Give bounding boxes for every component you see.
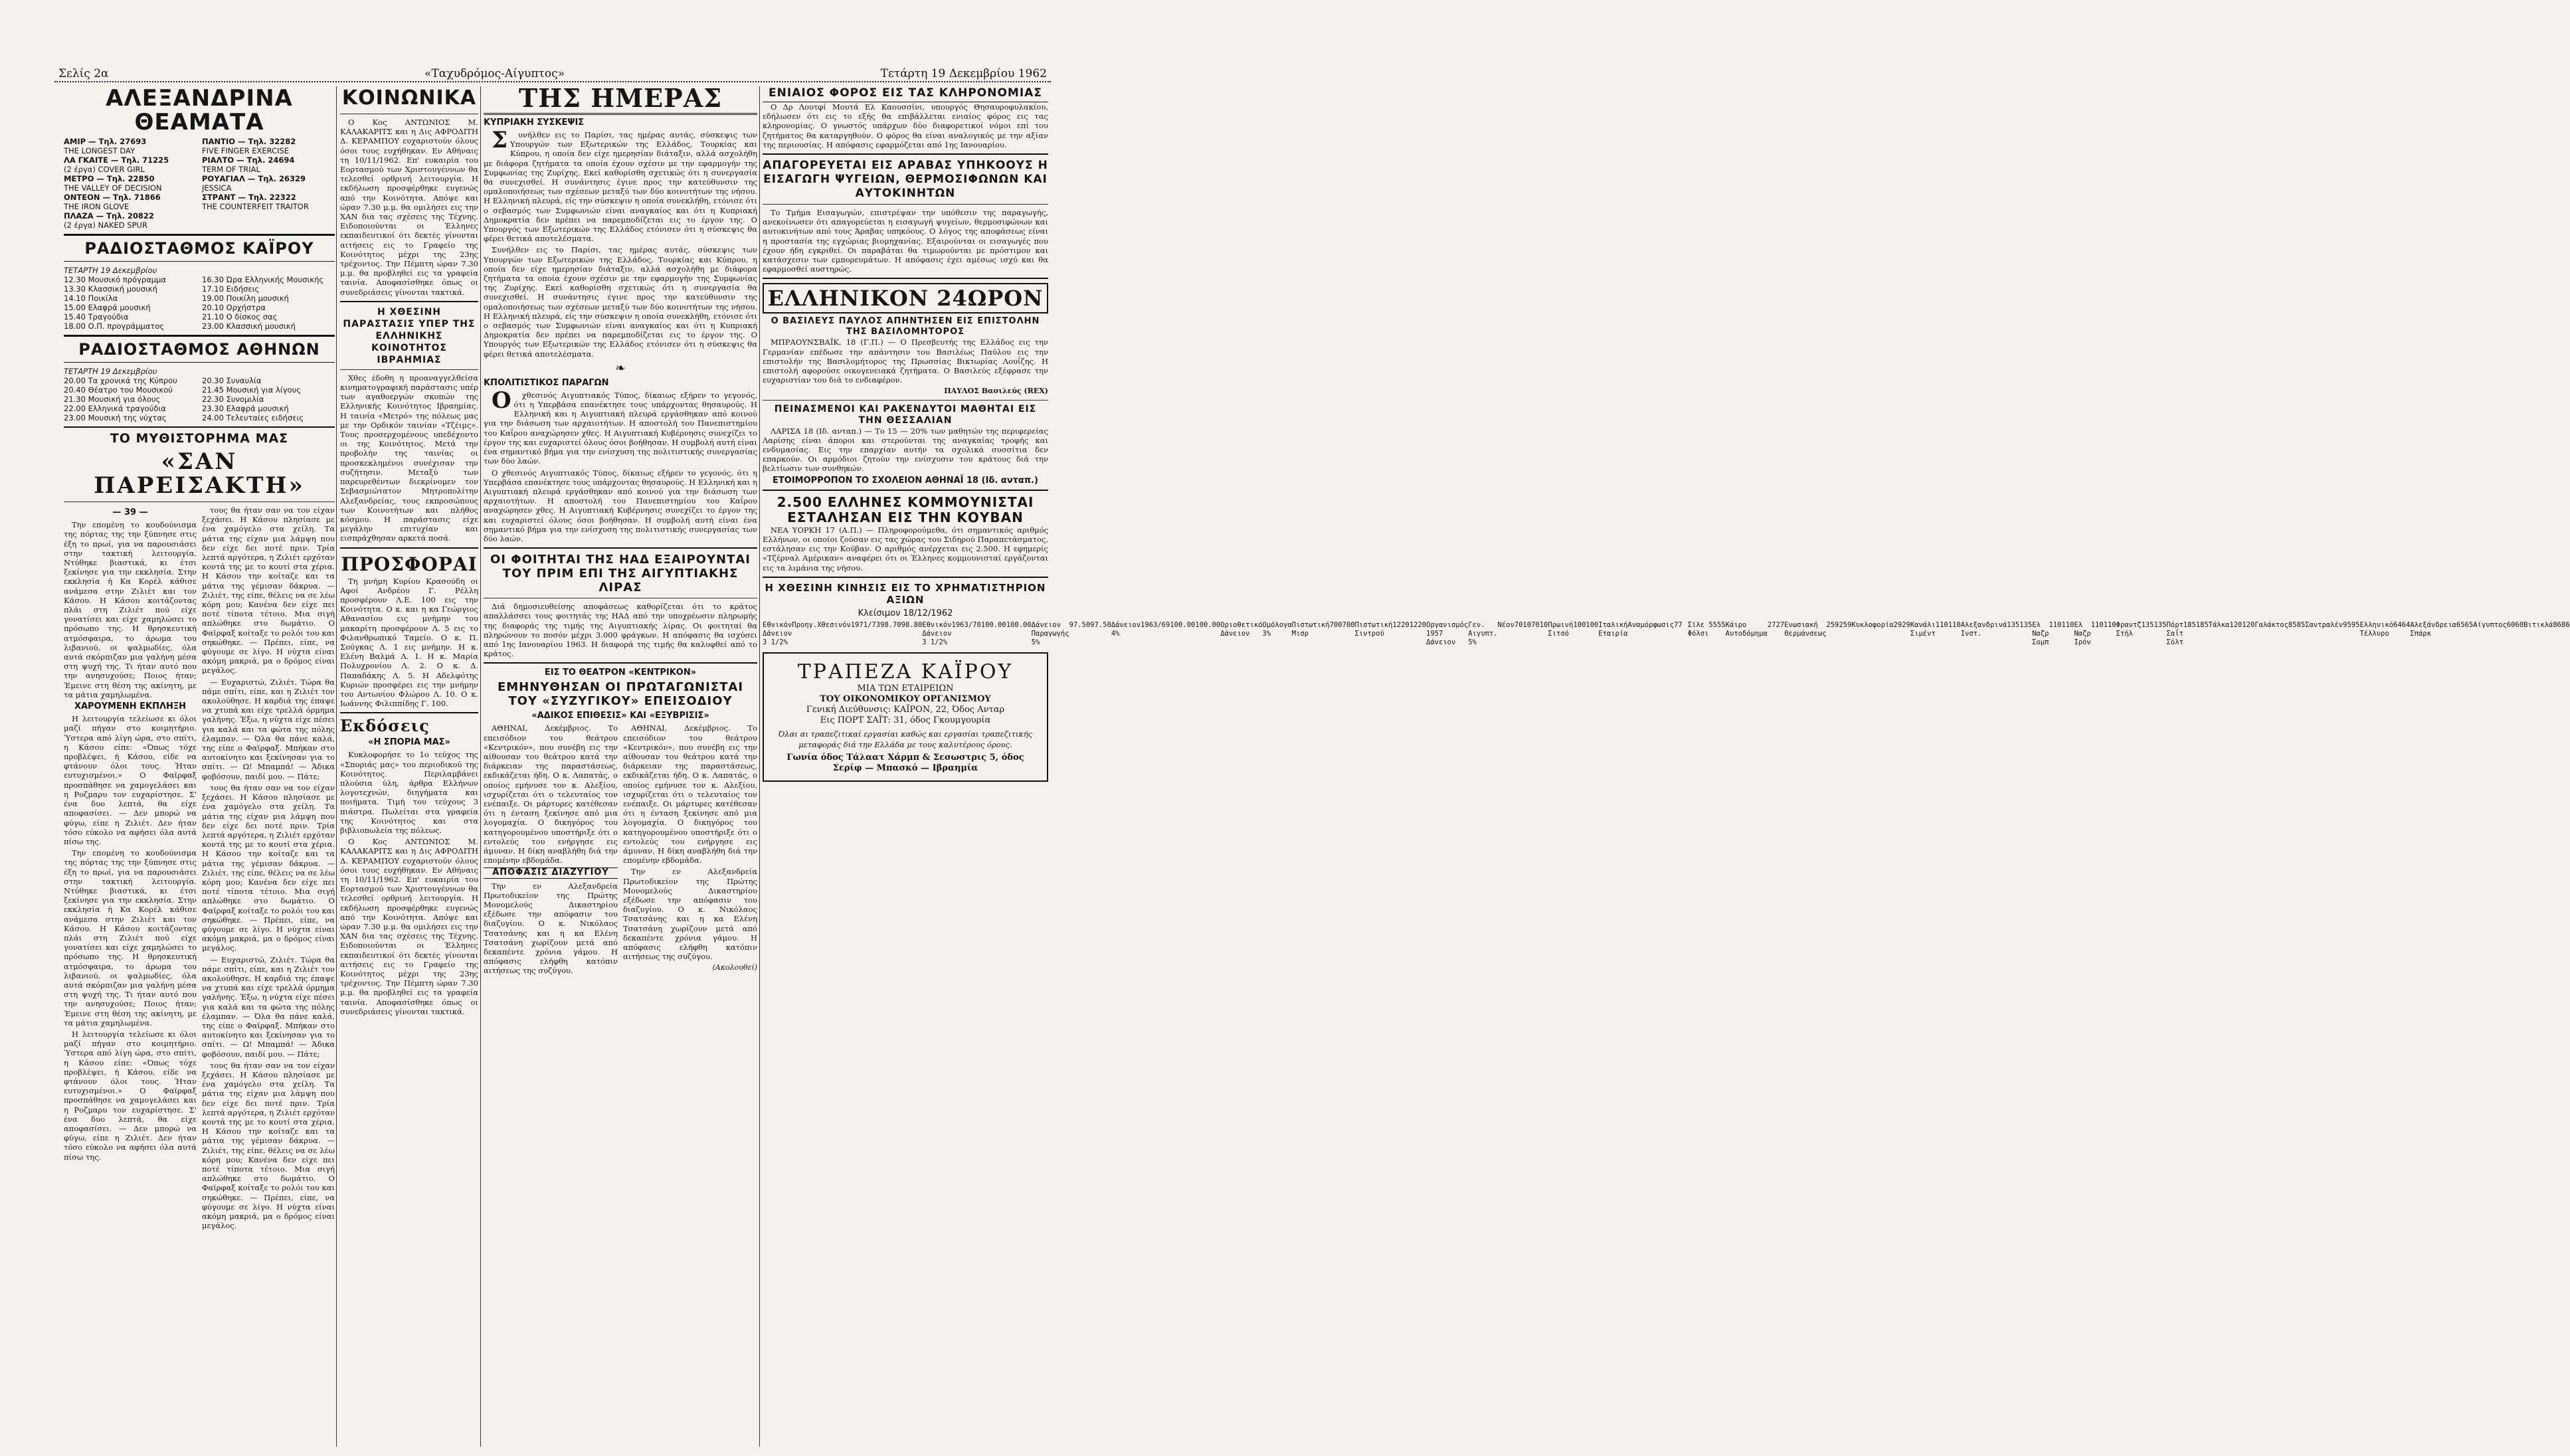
stock-price: 7: [1678, 620, 1683, 629]
news-heading: ΤΗΣ ΗΜΕΡΑΣ: [484, 86, 757, 115]
stock-price: 85: [2288, 620, 2297, 629]
stock-row: [2074, 621, 2116, 647]
stock-price: 1220: [1392, 620, 1410, 629]
radio-line: 24.00 Τελευταίες ειδήσεις: [202, 413, 304, 422]
ornament-glyph: ❧: [615, 361, 626, 375]
bank-title: ΤΡΑΠΕΖΑ ΚΑΪΡΟΥ: [797, 660, 1014, 683]
bank-advertisement: [763, 652, 1048, 782]
section-rule: [340, 301, 478, 302]
column-economy: [763, 86, 2570, 1447]
stock-row: [1688, 621, 1726, 647]
stock-price: 86: [2553, 620, 2561, 629]
stock-row: [2167, 621, 2209, 647]
section-rule: [64, 426, 335, 428]
radio-line: 21.45 Μουσική για λίγους: [202, 385, 301, 395]
theatre-body: [484, 723, 757, 977]
students-body: [484, 602, 757, 658]
yesterday-body: [340, 373, 478, 543]
radio-line: 18.00 Ο.Π. προγράμματος: [64, 321, 165, 331]
stock-name: Οργανισμός 1957 Δάνειον: [1426, 620, 1469, 646]
stock-name: Φραντζ Στήλ: [2116, 620, 2142, 638]
serial-paragraph: τους θα ήταν σαν να τον είχαν ξεχάσει. Η Κάσου πλησίασε με ένα χαμόγελο στα χείλη. Τα μάτια της είχαν μια λάμψη που δεν είχε δει ποτέ πριν. Τρία λεπτά αργότερα, η Ζιλιέτ ερχόταν κοντά της με το κουτί στα χέρια. Η Κάσου την κοίταζε και τα μάτια της γέμισαν δάκρυα. — Ζιλιέτ, της είπε, θέλεις να σε λέω κόρη μου; Κανένα δεν είχε πει ποτέ τίποτα τέτοιο. Μια σιγή απλώθηκε στο δωμάτιο. Ο Φαϊρφαξ κοίταξε το ρολόι του και σηκώθηκε. — Πρέπει, είπε, να φύγουμε σε λίγο. Η νύχτα είναι ακόμη μακριά, μα ο δρόμος είναι μεγάλος.: [202, 1060, 335, 1231]
stock-name: Οριοθετικό Δάνειον: [1220, 620, 1263, 638]
stock-price: 185: [2195, 620, 2209, 629]
cinema-line: THE VALLEY OF DECISION: [64, 183, 162, 193]
section-rule: [484, 547, 757, 549]
stock-price: 85: [2296, 620, 2306, 629]
stock-price: 110: [2049, 620, 2062, 629]
publications-paragraph: Ο Κος ΑΝΤΩΝΙΟΣ Μ. ΚΑΛΑΚΑΡΙΤΣ και η Δις ΑΦΡΟΔΙΤΗ Δ. ΚΕΡΑΜΠΟΥ ευχαριστούν όλους όσοι τους ευχήθηκαν. Εν Αθήναις τη 10/11/1962. Επ' ευκαιρία του Εορτασμού των Χριστουγέννων θα τελεσθεί ορθρινή λειτουργία. Η εκδήλωση προσφέρθηκε ευγενώς από την Κοινότητα. Απόψε και ώραν 7.30 μ.μ. θα ομιλήσει εις την ΧΑΝ δια τας σχέσεις της Τέχνης. Ειδοποιούνται οι Έλληνες εκπαιδευτικοί ότι δεκτές γίνονται αιτήσεις εις το Γραφείο της Κοινότητος μέχρι της 23ης τρέχοντος. Την Πέμπτη ώραν 7.30 μ.μ. θα προβληθεί εις τα γραφεία ταινία. Αποφασίσθηκε όπως οι συνεδριάσεις γίνονται τακτικά.: [340, 837, 478, 1016]
stock-price: 259: [1826, 620, 1839, 629]
stock-row: [1910, 621, 1961, 647]
column-entertainment: [64, 86, 335, 1447]
hungry-students-heading: ΠΕΙΝΑΣΜΕΝΟΙ ΚΑΙ ΡΑΚΕΝΔΥΤΟΙ ΜΑΘΗΤΑΙ ΕΙΣ ΤΗΝ ΘΕΣΣΑΛΙΑΝ: [774, 403, 1037, 426]
offers-body: [340, 577, 478, 709]
stock-row: [2410, 621, 2473, 647]
stock-row: [1292, 621, 1355, 647]
stock-price: 100: [1586, 620, 1599, 629]
stock-row: [1468, 621, 1497, 647]
inherit-paragraph: Ο Δρ Λουτφί Μουτά Ελ Καουσσίνι, υπουργός Θησαυροφυλακίου, εδήλωσεν ότι εις το εξής θα επιβάλλεται ενιαίος φόρος εις τας κληρονομίας. Ο γνωστός υπάρχων δύο διαφορετικοί νόμοι επί του ζητήματος θα καταργηθούν. Ο φόρος θα είναι αναλογικός με την αξίαν της περιουσίας. Η απόφασις εφαρμόζεται από 1ης Ιανουαρίου.: [763, 102, 1048, 149]
stock-name: Κάιρο Αυτοδόμημα: [1725, 620, 1768, 638]
stock-price: 29: [1893, 620, 1902, 629]
stock-price: 95: [2351, 620, 2360, 629]
culture-body: [484, 387, 757, 543]
stock-price: 135: [2154, 620, 2167, 629]
stock-row: [1220, 621, 1262, 647]
stock-price: 110: [2061, 620, 2074, 629]
hungry-students-paragraph: ΛΑΡΙΣΑ 18 (Ιδ. ανταπ.) — Το 15 — 20% των μαθητών της περιφερείας Λαρίσης είναι άποροι και στερούνται της αναγκαίας τροφής και ενδυμασίας. Εις την επαρχίαν αυτήν τα σχολικά συσσίτια δεν επαρκούν. Οι αρμόδιοι ζητούν την ενίσχυσιν του κράτους διά την βελτίωσιν των συνθηκών.: [763, 426, 1048, 474]
radio-line: 16.30 Ώρα Ελληνικής Μουσικής: [202, 275, 324, 284]
stock-price: 259: [1839, 620, 1852, 629]
stock-price: 700: [1329, 620, 1342, 629]
stock-name: Βιτικλά: [2524, 620, 2553, 629]
communists-paragraph: ΝΕΑ ΥΟΡΚΗ 17 (Α.Π.) — Πληροφορούμεθα, ότι σημαντικός αριθμός Ελλήνων, οι οποίοι ζούσαν εις τας χώρας του Σιδηρού Παραπετάσματος, εστάλησαν εις την Κούβαν. Ο αριθμός ανέρχεται εις 2.500. Η εφημερίς «Τζέρναλ Αμέρικαν» αναφέρει ότι οι Έλληνες κομμουνισταί εργάζονται εις τα λιμάνια της νήσου.: [763, 525, 1048, 573]
stock-price: Προηγ.: [792, 620, 818, 629]
stock-name: 1971/73: [850, 620, 881, 629]
stock-price: 1220: [1409, 620, 1427, 629]
stock-name: Ελ Ναζρ Ιρόν: [2074, 620, 2091, 646]
stock-price: 65: [2456, 620, 2465, 629]
radio-line: 12.30 Μουσικό πρόγραμμα: [64, 275, 166, 284]
serial-paragraph: Η λειτουργία τελείωσε κι όλοι μαζί πήγαν στο κοιμητήριο. Ύστερα από λίγη ώρα, στο σπίτι, η Κάσου είπε: «Όπως τόχε προβλέψει, ή Κάσου, είδε να φτάνουν όλοι τους. Ήταν ευτυχισμένοι.» Ο Φαϊρφαξ προσπάθησε να χαμογελάσει και η Ροζμαρυ τον ευχαρίστησε. Σ' ένα δυο λεπτά, θα είχε αποφασίσει. — Δεν μπορώ να φύγω, είπε η Ζιλιέτ. Δεν ήταν τόσο εύκολο να αφήσει όλα αυτά πίσω της.: [64, 714, 197, 846]
social-body: [340, 118, 478, 297]
stock-row: [1262, 621, 1291, 647]
stock-row: [1961, 621, 2032, 647]
stock-name: Εθνικόν Δάνειον 3 1/2%: [922, 620, 952, 646]
stock-date: Κλείσιμον 18/12/1962: [858, 608, 953, 618]
students-heading: ΟΙ ΦΟΙΤΗΤΑΙ ΤΗΣ ΗΑΔ ΕΞΑΙΡΟΥΝΤΑΙ ΤΟΥ ΠΡΙΜ ΕΠΙ ΤΗΣ ΑΙΓΥΠΤΙΑΚΗΣ ΛΙΡΑΣ: [490, 553, 751, 595]
stock-price: 110: [2090, 620, 2104, 629]
stock-name: Πιστωτική Σιντρού: [1354, 620, 1393, 638]
stock-row: [2473, 621, 2524, 647]
publications-body: [340, 750, 478, 1016]
cyprus-body: [484, 127, 757, 359]
radio-cairo-schedule: [64, 275, 335, 331]
publications-heading: Εκδόσεις: [340, 716, 430, 736]
king-paragraph: ΜΠΡΑΟΥΝΣΒΑΪΚ, 18 (Γ.Π.) — Ο Πρεσβευτής της Ελλάδος εις την Γερμανίαν επέδωσε την απάντησιν του Βασιλέως Παύλου εις την επιστολήν της Βασιλομήτορος της Πρωσσίας Βικτωρίας Λουΐζης. Η επιστολή αφορούσε οικογενειακά ζητήματα. Ο Βασιλεύς εξέφρασε την ευχαριστίαν του διά το ενδιαφέρον.: [763, 337, 1048, 385]
stock-row: [2524, 621, 2570, 647]
stock-price: 110: [1935, 620, 1948, 629]
stock-row: [952, 621, 1032, 647]
culture-paragraph: Οχθεσινός Αιγυπτιακός Τύπος, δίκαιως εξήρεν το γεγονός, ότι η Υπερβάσα επανέκτησε τους υπάρχοντας θησαυρούς. Η Ελληνική και η Αιγυπτιακή πλευρά εργάσθηκαν από κοινού για την διάσωση των αρχαιοτήτων. Η αποστολή του Πανεπιστημίου του Καΐρου αναχώρησεν χθες. Η Αιγυπτιακή Κυβέρνησις συνεχίζει το έργον της και ευχαριστεί όλους όσοι βοήθησαν. Η συμβολή αυτή είναι ένα σημαντικό βήμα για την ενίσχυση της πολιτιστικής συνεργασίας των δύο λαών.: [484, 387, 757, 466]
stock-row: [922, 621, 951, 647]
section-rule: [763, 153, 1048, 155]
stock-name: 1963/69: [1141, 620, 1170, 629]
school-subhead: ΕΤΟΙΜΟΡΡΟΠΟΝ ΤΟ ΣΧΟΛΕΙΟΝ ΑΘΗΝΑΪ 18 (Ιδ. ανταπ.): [773, 475, 1038, 486]
stock-row: [2254, 621, 2305, 647]
radio-line: 13.30 Κλασσική μουσική: [64, 284, 157, 294]
import-paragraph: Το Τμήμα Εισαγωγών, επιστρέψαν την υπόθεσιν της παραγωγής, ανεκοίνωσεν ότι απαγορεύεται η εισαγωγή ψυγείων, θερμοσιφώνων και αυτοκινήτων από τους Άραβας υπηκόους. Ο λόγος της αποφάσεως είναι η προστασία της εγχώριας βιομηχανίας. Εξαιρούνται οι εισαγωγές που έχουν ήδη εγκριθεί. Οι παραβάται θα τιμωρούνται με πρόστιμον και κατάσχεσιν των εμπορευμάτων. Η απόφασις έχει αμέσως ισχύ και θα εφαρμοσθεί αυστηρώς.: [763, 208, 1048, 274]
stock-price: 7010: [1531, 620, 1548, 629]
page-header: [54, 66, 1051, 82]
radio-line: 15.40 Τραγούδια: [64, 312, 129, 321]
stock-price: 65: [2464, 620, 2474, 629]
radio-line: 15.00 Ελαφρά μουσική: [64, 303, 151, 312]
offers-paragraph: Τη μνήμη Κυρίου Κρασούδη οι Αφοί Ανδρέου Γ. Ρέλλη προσφέρουν Λ.Ε. 100 εις την Κοινότητα. Ο κ. και η κα Γεώργιος Αθανασίου εις μνήμην του μακαρίτη προσφέρουν Λ. 5 εις το Φιλανθρωπικό Ταμείο. Ο κ. Π. Σούγκας Λ. 1 εις μνήμην. Η κ. Ελένη Βαλμά Λ. 1. Η κ. Μαρία Πολυχρονίου Λ. 2. Ο κ. Δ. Παπαδάκης Λ. 5. Η Αδελφότης Κυριών προσφέρει εις την μνήμην του Αντωνίου Φλώρου Λ. 10. Ο κ. Ιωάννης Φιλιππίδης Γ. 100.: [340, 576, 478, 709]
king-heading: Ο ΒΑΣΙΛΕΥΣ ΠΑΥΛΟΣ ΑΠΗΝΤΗΣΕΝ ΕΙΣ ΕΠΙΣΤΟΛΗΝ ΤΗΣ ΒΑΣΙΛΟΜΗΤΟΡΟΣ: [771, 316, 1040, 337]
cinema-line: THE COUNTERFEIT TRAITOR: [202, 202, 309, 211]
section-rule: [763, 400, 1048, 401]
serial-subhead: ΧΑΡΟΥΜΕΝΗ ΕΚΠΛΗΞΗ: [74, 701, 187, 712]
stock-price: 100.00: [1006, 620, 1032, 629]
stock-row: [1548, 621, 1598, 647]
stock-row: [763, 621, 851, 647]
radio-line: 21.10 Ο δίσκος σας: [202, 312, 278, 321]
stock-row: [2209, 621, 2255, 647]
hungry-students-body: [763, 426, 1048, 486]
inherit-heading: ΕΝΙΑΙΟΣ ΦΟΡΟΣ ΕΙΣ ΤΑΣ ΚΛΗΡΟΝΟΜΙΑΣ: [763, 86, 1048, 102]
stock-price: 64: [2401, 620, 2411, 629]
publications-subhead: «Η ΣΠΟΡΙΑ ΜΑΣ»: [368, 737, 450, 748]
stock-row: [2116, 621, 2167, 647]
radio-line: 19.00 Ποικίλη μουσική: [202, 294, 289, 303]
column-social: [340, 86, 478, 1447]
theatre-paragraph: ΑΘΗΝΑΙ, Δεκέμβριος. Το επεισόδιον του θεάτρου «Κεντρικόν», που συνέβη εις την αίθουσαν του θεάτρου κατά την διάρκειαν της παραστάσεως, εκδικάζεται ήδη. Ο κ. Λαπατάς, ο οποίος εμήνυσε τον κ. Αλεξίου, ισχυρίζεται ότι ο τελευταίος τον ενέπαιξε. Οι μάρτυρες κατέθεσαν ότι η ένταση ξεκίνησε από μια λογομαχία. Ο δικηγόρος του κατηγορουμένου υποστήριξε ότι ο εντολεύς του ενήργησε εις άμυναν. Η δίκη αναβλήθη διά την επομένην εβδομάδα.: [623, 723, 757, 865]
stock-row: [1141, 621, 1220, 647]
stock-name: Ελ Ναζρ Σομπ: [2032, 620, 2049, 646]
serial-paragraph: Την επομένη το κουδούνισμα της πόρτας της την ξύπνησε στις έξη το πρωί, για να παρουσιάσει στην τακτική λειτουργία. Ντύθηκε βιαστικά, κι έτσι ξεκίνησε για την εκκλησία. Στην εκκλησία ή Κα Κορέλ κάθισε ανάμεσα στην Ζιλιέτ και τον Κάσου. Η Κάσου κοιτάζοντας πλάι στη Ζιλιέτ πού είχε γονατίσει και είχε χαμηλώσει το πρόσωπο της. Η θρησκευτική ατμόσφαιρα, το άρωμα του λιβανιού, οι ψαλμωδίες, όλα αυτά σκόρπιζαν μια γαλήνη μέσα στη ψυχή της. Τι ήταν αυτό που την ανησυχούσε; Ποιος ήταν; Έμεινε στη θέση της ακίνητη, με τα μάτια χαμηλωμένα.: [64, 520, 197, 699]
stock-name: Ενωσιακή Θερμάνσεως: [1784, 620, 1827, 638]
section-rule: [340, 369, 478, 370]
radio-line: 22.30 Συνομιλία: [202, 395, 264, 404]
radio-line: 20.00 Τα χρονικά της Κύπρου: [64, 376, 177, 385]
radio-line: 23.30 Ελαφρά μουσική: [202, 404, 289, 413]
radio-line: 20.30 Συναυλία: [202, 376, 262, 385]
cinema-line: ΜΕΤΡΟ — Τηλ. 22850: [64, 174, 155, 183]
cinema-line: ΡΙΑΛΤΟ — Τηλ. 24694: [202, 155, 295, 165]
culture-kicker: ΚΠΟΛΙΤΙΣΤΙΚΟΣ ΠΑΡΑΓΩΝ: [484, 377, 609, 388]
cinema-line: (2 έργα) NAKED SPUR: [64, 221, 147, 230]
stock-price: 185: [2183, 620, 2196, 629]
radio-line: 20.40 Θέατρο του Μουσικού: [64, 385, 173, 395]
column-news: [484, 83, 757, 1447]
radio-line: 23.00 Μουσική της νύχτας: [64, 413, 167, 422]
column-divider: [480, 86, 481, 1447]
serial-paragraph: — Ευχαριστώ, Ζιλιέτ. Τώρα θα πάμε σπίτι, είπε, και η Ζιλιέτ τον ακολούθησε. Η καρδιά της έπαψε να χτυπά και είχε τρελλά όρμημα γαλήνης. Έξω, η νύχτα είχε πέσει για καλά και τα φώτα της πόλης έλαμπαν. — Όλα θα πάνε καλά, της είπε ο Φαϊρφαξ. Μπήκαν στο αυτοκίνητο και ξεκίνησαν για το σπίτι. — Ω! Μπαμπά! — Άδικα φοβόσουν, παιδί μου. — Πάτε;: [202, 677, 335, 781]
stock-row: [1598, 621, 1627, 647]
stock-heading: Η ΧΘΕΣΙΝΗ ΚΙΝΗΣΙΣ ΕΙΣ ΤΟ ΧΡΗΜΑΤΙΣΤΗΡΙΟΝ ΑΞΙΩΝ: [765, 581, 1046, 606]
greek24-heading: ΕΛΛΗΝΙΚΟΝ 24ΩΡΟΝ: [763, 283, 1048, 314]
stock-price: 7: [1674, 620, 1679, 629]
section-rule: [763, 577, 1048, 578]
radio-line: 17.10 Ειδήσεις: [202, 284, 260, 294]
radio-athens-heading: ΡΑΔΙΟΣΤΑΘΜΟΣ ΑΘΗΝΩΝ: [64, 335, 335, 363]
serial-body: [64, 505, 335, 1232]
stock-name: Σαντραλέν: [2305, 620, 2343, 629]
stock-name: Πόρτ Σαΐτ Σόλτ: [2166, 620, 2183, 646]
radio-cairo-day: ΤΕΤΑΡΤΗ 19 Δεκεμβρίου: [64, 266, 157, 275]
issue-date: Τετάρτη 19 Δεκεμβρίου 1962: [877, 67, 1051, 80]
cinema-line: ΠΛΑΖΑ — Τηλ. 20822: [64, 211, 154, 221]
stock-row: [2032, 621, 2074, 647]
stock-name: Γαλάκτος: [2254, 620, 2288, 629]
cinema-line: ΡΟΥΑΓΙΑΛ — Τηλ. 26329: [202, 174, 306, 183]
stock-row: [1426, 621, 1468, 647]
stock-price: 27: [1776, 620, 1785, 629]
publications-paragraph: Κυκλοφορήσε το 1ο τεύχος της «Σποριάς μας» του περιοδικού της Κοινότητος. Περιλαμβάνει πλούσια ύλη, άρθρα Ελλήνων λογοτεχνών, διηγήματα και ποιήματα. Τιμή του τεύχους 3 πιάστρα. Πωλείται στα γραφεία της Κοινότητος και στα βιβλιοπωλεία της πόλεως.: [340, 750, 478, 835]
stock-price: 100.00: [980, 620, 1006, 629]
radio-line: 22.00 Ελληνικά τραγούδια: [64, 404, 166, 413]
stock-name: Σίλε Φόλσι: [1687, 620, 1709, 638]
radio-cairo-heading: ΡΑΔΙΟΣΤΑΘΜΟΣ ΚΑΪΡΟΥ: [64, 234, 335, 262]
stock-name: Αίγυπτος: [2473, 620, 2507, 629]
yesterday-heading: Η ΧΘΕΣΙΝΗ ΠΑΡΑΣΤΑΣΙΣ ΥΠΕΡ ΤΗΣ ΕΛΛΗΝΙΚΗΣ ΚΟΙΝΟΤΗΤΟΣ ΙΒΡΑΗΜΙΑΣ: [343, 306, 476, 365]
stock-row: [1726, 621, 1785, 647]
theatre-paragraph: Την εν Αλεξανδρεία Πρωτοδικείον της Πρώτης Μονομελούς Δικαστηρίου εξέδωσε την απόφασιν του διαζυγίου. Ο κ. Νικόλαος Τσατσάνης και η κα Ελένη Τσατσάνη χωρίζουν μετά από δεκαπέντε χρόνια γάμου. Η απόφασις ελήφθη κατόπιν αιτήσεως της συζύγου.: [623, 867, 757, 962]
stock-price: 97.50: [1090, 620, 1111, 629]
inherit-body: [763, 102, 1048, 149]
yesterday-paragraph: Χθες έδοθη η προαναγγελθείσα κινηματογραφική παράστασις υπέρ των αγαθοεργών σκοπών της Ελληνικής Κοινότητος Ιβραημίας. Η ταινία «Μετρό» της πόλεως μας με την Ορδικόν ταινίαν «Τζέιμς». Τους προσερχομένους υπεδέχοντο οι της Κοινότητος. Μετά την προβολήν της ταινίας οι προσκεκλημένοι συνέχισαν την συζήτησιν. Μεταξύ των παρευρεθέντων διεκρίνομεν τον Σεβασμιώτατον Μητροπολίτην Αλεξανδρείας, τους εκπροσώπους των Κοινοτήτων και πλήθος κόσμου. Η παράστασις είχε μεγάλην επιτυχίαν και εισπράχθησαν αρκετά ποσά.: [340, 373, 478, 543]
stock-row: [2305, 621, 2359, 647]
cinema-line: FIVE FINGER EXERCISE: [202, 146, 290, 155]
theatre-subhead: «ΑΔΙΚΟΣ ΕΠΙΘΕΣΙΣ» ΚΑΙ «ΕΞΥΒΡΙΣΙΣ»: [531, 711, 709, 721]
stock-price: 29: [1902, 620, 1910, 629]
stock-name: Δάνειον 4%: [1111, 620, 1141, 638]
cyprus-paragraph: Συνήλθεν εις το Παρίσι, τας ημέρας αυτάς, σύσκεψις των Υπουργών των Εξωτερικών της Ελλάδος, Τουρκίας και Κύπρου, η οποία δεν είχε ημερησίαν διάταξιν, αλλά ασχολήθη με διάφορα ζητήματα τα οποία έχουν σχέσιν με την εφαρμογήν της Συμφωνίας της Ζυρίχης. Εκεί καθορίσθη σχετικώς ότι η συνεργασία θα συνεχισθεί. Η συνάντησις έγινε προς την κατεύθυνσιν της ομαλοποιήσεως των σχέσεων μεταξύ των δύο κοινοτήτων της νήσου. Η Ελληνική πλευρά, είς την σύσκεψιν η οποία συνεκλήθη, ετόνισε ότι ο σεβασμός των Συμφωνιών είναι αναγκαίος και ότι η Κυπριακή Δημοκρατία δεν πρέπει να παρεμποδίζεται εις το έργον της. Ο Υπουργός των Εξωτερικών της Ελλάδος ετόνισεν ότι η σύσκεψις θα φέρει θετικά αποτελέσματα.: [484, 127, 757, 244]
cinema-line: TERM OF TRIAL: [202, 165, 260, 174]
bank-line: Γενική Διεύθυνσις: ΚΑΪΡΟΝ, 22, Όδος Ανταρ: [806, 704, 1005, 715]
communists-body: [763, 525, 1048, 573]
section-rule: [340, 547, 478, 549]
divorce-heading: ΑΠΟΦΑΣΙΣ ΔΙΑΖΥΓΙΟΥ: [484, 867, 618, 878]
stock-price: 27: [1767, 620, 1776, 629]
stock-price: 110: [1948, 620, 1961, 629]
section-rule: [64, 501, 335, 502]
stock-price: 55: [1716, 620, 1726, 629]
stock-name: Πιστωτική Μισρ: [1291, 620, 1330, 638]
stock-price: 95: [2343, 620, 2351, 629]
stock-row: [1497, 621, 1548, 647]
stock-row: [2359, 621, 2410, 647]
serial-paragraph: τους θα ήταν σαν να τον είχαν ξεχάσει. Η Κάσου πλησίασε με ένα χαμόγελο στα χείλη. Τα μάτια της είχαν μια λάμψη που δεν είχε δει ποτέ πριν. Τρία λεπτά αργότερα, η Ζιλιέτ ερχόταν κοντά της με το κουτί στα χέρια. Η Κάσου την κοίταζε και τα μάτια της γέμισαν δάκρυα. — Ζιλιέτ, της είπε, θέλεις να σε λέω κόρη μου; Κανένα δεν είχε πει ποτέ τίποτα τέτοιο. Μια σιγή απλώθηκε στο δωμάτιο. Ο Φαϊρφαξ κοίταξε το ρολόι του και σηκώθηκε. — Πρέπει, είπε, να φύγουμε σε λίγο. Η νύχτα είναι ακόμη μακριά, μα ο δρόμος είναι μεγάλος.: [202, 782, 335, 953]
stock-price: 100: [1573, 620, 1586, 629]
serial-kicker: ΤΟ ΜΥΘΙΣΤΟΡΗΜΑ ΜΑΣ: [110, 431, 289, 446]
stock-price: 100.00: [1195, 620, 1221, 629]
stock-row: [851, 621, 922, 647]
stock-price: 97.50: [1069, 620, 1091, 629]
stock-name: Κανάλι Σιμέντ: [1910, 620, 1936, 638]
stock-row: [1032, 621, 1111, 647]
stock-table: [763, 620, 2570, 647]
stock-price: 135: [2141, 620, 2154, 629]
column-divider: [336, 86, 337, 1447]
king-body: [763, 337, 1048, 396]
stock-name: Αναμόρφωσις: [1627, 620, 1675, 629]
stock-name: Εθνικόν Δάνειον 3 1/2%: [763, 620, 792, 646]
section-rule: [763, 204, 1048, 205]
divorce-paragraph: Την εν Αλεξανδρεία Πρωτοδικείον της Πρώτης Μονομελούς Δικαστηρίου εξέδωσε την απόφασιν του διαζυγίου. Ο κ. Νικόλαος Τσατσάνης και η κα Ελένη Τσατσάνη χωρίζουν μετά από δεκαπέντε χρόνια γάμου. Η απόφασις ελήφθη κατόπιν αιτήσεως της συζύγου.: [484, 881, 618, 976]
section-rule: [340, 712, 478, 713]
cinema-line: ΟΝΤΕΟΝ — Τηλ. 71866: [64, 193, 161, 202]
stock-row: [1784, 621, 1851, 647]
page-number: Σελίς 2α: [54, 67, 113, 80]
stock-price: 100.00: [1170, 620, 1196, 629]
stock-price: 135: [2019, 620, 2033, 629]
serial-title: «ΣΑΝ ΠΑΡΕΙΣΑΚΤΗ»: [94, 448, 305, 499]
stock-row: [1851, 621, 1910, 647]
stock-price: 120: [2242, 620, 2255, 629]
serial-paragraph: Η λειτουργία τελείωσε κι όλοι μαζί πήγαν στο κοιμητήριο. Ύστερα από λίγη ώρα, στο σπίτι, η Κάσου είπε: «Όπως τόχε προβλέψει, ή Κάσου, είδε να φτάνουν όλοι τους. Ήταν ευτυχισμένοι.» Ο Φαϊρφαξ προσπάθησε να χαμογελάσει και η Ροζμαρυ τον ευχαρίστησε. Σ' ένα δυο λεπτά, θα είχε αποφασίσει. — Δεν μπορώ να φύγω, είπε η Ζιλιέτ. Δεν ήταν τόσο εύκολο να αφήσει όλα αυτά πίσω της.: [64, 1029, 197, 1162]
stock-price: 120: [2229, 620, 2243, 629]
stock-column-right: [1688, 621, 2570, 647]
stock-price: 110: [2103, 620, 2116, 629]
section-rule: [763, 278, 1048, 279]
section-rule: [763, 490, 1048, 491]
cinema-line: THE IRON GLOVE: [64, 202, 130, 211]
stock-name: Αλεξάνδρεια Σπάρκ: [2410, 620, 2456, 638]
stock-price: 60: [2515, 620, 2524, 629]
serial-part: — 39 —: [112, 507, 148, 517]
students-paragraph: Διά δημοσιευθείσης αποφάσεως καθορίζεται ότι το κράτος απαλλάσσει τους φοιτητάς της ΗΑΔ από την υποχρέωσιν πληρωμής της διαφοράς της τιμής της Αιγυπτιακής λίρας. Οι φοιτηταί θα πληρώνουν το ποσόν μέχρι 3.000 φράγκων. Η απόφασις θα ισχύσει από 1ης Ιανουαρίου 1963. Η διαφορά της τιμής θα καλυφθεί από το κράτος.: [484, 602, 757, 659]
serial-paragraph: Την επομένη το κουδούνισμα της πόρτας της την ξύπνησε στις έξη το πρωί, για να παρουσιάσει στην τακτική λειτουργία. Ντύθηκε βιαστικά, κι έτσι ξεκίνησε για την εκκλησία. Στην εκκλησία ή Κα Κορέλ κάθισε ανάμεσα στην Ζιλιέτ και τον Κάσου. Η Κάσου κοιτάζοντας πλάι στη Ζιλιέτ πού είχε γονατίσει και είχε χαμηλώσει το πρόσωπο της. Η θρησκευτική ατμόσφαιρα, το άρωμα του λιβανιού, οι ψαλμωδίες, όλα αυτά σκόρπιζαν μια γαλήνη μέσα στη ψυχή της. Τι ήταν αυτό που την ανησυχούσε; Ποιος ήταν; Έμεινε στη θέση της ακίνητη, με τα μάτια χαμηλωμένα.: [64, 848, 197, 1028]
stock-price: 64: [2393, 620, 2402, 629]
stock-price: 98.70: [880, 620, 901, 629]
stock-name: Γεν. Αιγυπτ. 5%: [1468, 620, 1498, 646]
stock-price: 7010: [1514, 620, 1532, 629]
serial-paragraph: — Ευχαριστώ, Ζιλιέτ. Τώρα θα πάμε σπίτι, είπε, και η Ζιλιέτ τον ακολούθησε. Η καρδιά της έπαψε να χτυπά και είχε τρελλά όρμημα γαλήνης. Έξω, η νύχτα είχε πέσει για καλά και τα φώτα της πόλης έλαμπαν. — Όλα θα πάνε καλά, της είπε ο Φαϊρφαξ. Μπήκαν στο αυτοκίνητο και ξεκίνησαν για το σπίτι. — Ω! Μπαμπά! — Άδικα φοβόσουν, παιδί μου. — Πάτε;: [202, 955, 335, 1059]
stock-name: Ελληνικό Τέλλυρο: [2359, 620, 2394, 638]
cinema-heading: ΑΛΕΞΑΝΔΡΙΝΑ ΘΕΑΜΑΤΑ: [106, 85, 293, 136]
communists-heading: 2.500 ΕΛΛΗΝΕΣ ΚΟΜΜΟΥΝΙΣΤΑΙ ΕΣΤΑΛΗΣΑΝ ΕΙΣ ΤΗΝ ΚΟΥΒΑΝ: [777, 494, 1034, 525]
cinema-line: ΛΑ ΓΚΑΙΤΕ — Τηλ. 71225: [64, 155, 169, 165]
stock-name: Δάνειον Παραγωγής 5%: [1031, 620, 1069, 646]
stock-price: 135: [2007, 620, 2020, 629]
stock-row: [1355, 621, 1427, 647]
radio-line: 21.30 Μουσική για όλους: [64, 395, 161, 404]
stock-row: [1111, 621, 1141, 647]
serial-paragraph: τους θα ήταν σαν να τον είχαν ξεχάσει. Η Κάσου πλησίασε με ένα χαμόγελο στα χείλη. Τα μάτια της είχαν μια λάμψη που δεν είχε δει ποτέ πριν. Τρία λεπτά αργότερα, η Ζιλιέτ ερχόταν κοντά της με το κουτί στα χέρια. Η Κάσου την κοίταζε και τα μάτια της γέμισαν δάκρυα. — Ζιλιέτ, της είπε, θέλεις να σε λέω κόρη μου; Κανένα δεν είχε πει ποτέ τίποτα τέτοιο. Μια σιγή απλώθηκε στο δωμάτιο. Ο Φαϊρφαξ κοίταξε το ρολόι του και σηκώθηκε. — Πρέπει, είπε, να φύγουμε σε λίγο. Η νύχτα είναι ακόμη μακριά, μα ο δρόμος είναι μεγάλος.: [202, 505, 335, 676]
stock-price: 55: [1708, 620, 1717, 629]
cinema-line: ΣΤΡΑΝΤ — Τηλ. 22322: [202, 193, 296, 202]
stock-name: Τάλκα: [2208, 620, 2230, 629]
cyprus-paragraph: Συνήλθεν εις το Παρίσι, τας ημέρας αυτάς, σύσκεψις των Υπουργών των Εξωτερικών της Ελλάδος, Τουρκίας και Κύπρου, η οποία δεν είχε ημερησίαν διάταξιν, αλλά ασχολήθη με διάφορα ζητήματα τα οποία έχουν σχέσιν με την εφαρμογήν της Συμφωνίας της Ζυρίχης. Εκεί καθορίσθη σχετικώς ότι η συνεργασία θα συνεχισθεί. Η συνάντησις έγινε προς την κατεύθυνσιν της ομαλοποιήσεως των σχέσεων μεταξύ των δύο κοινοτήτων της νήσου. Η Ελληνική πλευρά, είς την σύσκεψιν η οποία συνεκλήθη, ετόνισε ότι ο σεβασμός των Συμφωνιών είναι αναγκαίος και ότι η Κυπριακή Δημοκρατία δεν πρέπει να παρεμποδίζεται εις το έργον της. Ο Υπουργός των Εξωτερικών της Ελλάδος ετόνισεν ότι η σύσκεψις θα φέρει θετικά αποτελέσματα.: [484, 245, 757, 359]
section-rule: [484, 662, 757, 664]
social-paragraph: Ο Κος ΑΝΤΩΝΙΟΣ Μ. ΚΑΛΑΚΑΡΙΤΣ και η Δις ΑΦΡΟΔΙΤΗ Δ. ΚΕΡΑΜΠΟΥ ευχαριστούν όλους όσοι τους ευχήθηκαν. Εν Αθήναις τη 10/11/1962. Επ' ευκαιρία του Εορτασμού των Χριστουγέννων θα τελεσθεί ορθρινή λειτουργία. Η εκδήλωση προσφέρθηκε ευγενώς από την Κοινότητα. Απόψε και ώραν 7.30 μ.μ. θα ομιλήσει εις την ΧΑΝ δια τας σχέσεις της Τέχνης. Ειδοποιούνται οι Έλληνες εκπαιδευτικοί ότι δεκτές γίνονται αιτήσεις εις το Γραφείο της Κοινότητος μέχρι της 23ης τρέχοντος. Την Πέμπτη ώραν 7.30 μ.μ. θα προβληθεί εις τα γραφεία ταινία. Αποφασίσθηκε όπως οι συνεδριάσεις γίνονται τακτικά.: [340, 118, 478, 297]
culture-paragraph: Ο χθεσινός Αιγυπτιακός Τύπος, δίκαιως εξήρεν το γεγονός, ότι η Υπερβάσα επανέκτησε τους υπάρχοντας θησαυρούς. Η Ελληνική και η Αιγυπτιακή πλευρά εργάσθηκαν από κοινού για την διάσωση των αρχαιοτήτων. Η αποστολή του Πανεπιστημίου του Καΐρου αναχώρησεν χθες. Η Αιγυπτιακή Κυβέρνησις συνεχίζει το έργον της και ευχαριστεί όλους όσοι βοήθησαν. Η συμβολή αυτή είναι ένα σημαντικό βήμα για την ενίσχυση της πολιτιστικής συνεργασίας των δύο λαών.: [484, 468, 757, 543]
stock-price: Χθεσινόν: [817, 620, 851, 629]
theatre-kicker: ΕΙΣ ΤΟ ΘΕΑΤΡΟΝ «ΚΕΝΤΡΙΚΟΝ»: [544, 668, 697, 678]
king-signature: ΠΑΥΛΟΣ Βασιλεύς (REX): [944, 387, 1048, 396]
theatre-paragraph: ΑΘΗΝΑΙ, Δεκέμβριος. Το επεισόδιον του θεάτρου «Κεντρικόν», που συνέβη εις την αίθουσαν του θεάτρου κατά την διάρκειαν της παραστάσεως, εκδικάζεται ήδη. Ο κ. Λαπατάς, ο οποίος εμήνυσε τον κ. Αλεξίου, ισχυρίζεται ότι ο τελευταίος τον ενέπαιξε. Οι μάρτυρες κατέθεσαν ότι η ένταση ξεκίνησε από μια λογομαχία. Ο δικηγόρος του κατηγορουμένου υποστήριξε ότι ο εντολεύς του ενήργησε εις άμυναν. Η δίκη αναβλήθη διά την επομένην εβδομάδα.: [484, 723, 618, 865]
offers-heading: ΠΡΟΣΦΟΡΑΙ: [341, 553, 478, 575]
masthead-name: «Ταχυδρόμος-Αίγυπτος»: [420, 67, 569, 80]
social-heading: ΚΟΙΝΩΝΙΚΑ: [341, 86, 477, 110]
bank-line: Γωνία όδος Τάλαατ Χάρμπ & Σεσωστρις 5, όδος Σερίφ — Μπασκό — Ιβραημία: [786, 752, 1024, 773]
radio-line: 23.00 Κλασσική μουσική: [202, 321, 296, 331]
stock-name: Ομόλογα 3%: [1262, 620, 1292, 638]
cinema-line: THE LONGEST DAY: [64, 146, 136, 155]
bank-line: Εις ΠΟΡΤ ΣΑΪΤ: 31, όδος Γκουμγουρία: [820, 715, 991, 725]
stock-row: [1628, 621, 1683, 647]
stock-price: 98.80: [901, 620, 923, 629]
import-heading: ΑΠΑΓΟΡΕΥΕΤΑΙ ΕΙΣ ΑΡΑΒΑΣ ΥΠΗΚΟΟΥΣ Η ΕΙΣΑΓΩΓΗ ΨΥΓΕΙΩΝ, ΘΕΡΜΟΣΙΦΩΝΩΝ ΚΑΙ ΑΥΤΟΚΙΝΗΤΩΝ: [763, 159, 1048, 201]
stock-price: 700: [1342, 620, 1355, 629]
column-divider: [759, 86, 760, 1447]
cinema-line: (2 έργα) COVER GIRL: [64, 165, 145, 174]
continues-note: (Ακολουθεί): [712, 963, 757, 972]
cinema-listings: [64, 137, 335, 230]
stock-name: Κυκλοφορία: [1851, 620, 1894, 629]
radio-line: 20.10 Ορχήστρα: [202, 303, 266, 312]
import-body: [763, 208, 1048, 274]
stock-name: Πρωινή Σιτσό: [1548, 620, 1574, 638]
theatre-heading: ΕΜΗΝΥΘΗΣΑΝ ΟΙ ΠΡΩΤΑΓΩΝΙΣΤΑΙ ΤΟΥ «ΣΥΖΥΓΙΚΟΥ» ΕΠΕΙΣΟΔΙΟΥ: [497, 680, 744, 709]
stock-name: 1963/70: [951, 620, 981, 629]
stock-price: 60: [2506, 620, 2516, 629]
radio-athens-schedule: [64, 376, 335, 422]
bank-line: ΜΙΑ ΤΩΝ ΕΤΑΙΡΕΙΩΝ: [857, 683, 954, 693]
stock-name: Αλεξανδρινά Ινστ.: [1960, 620, 2007, 638]
cinema-line: ΠΑΝΤΙΟ — Τηλ. 32282: [202, 137, 296, 146]
bank-line: ΤΟΥ ΟΙΚΟΝΟΜΙΚΟΥ ΟΡΓΑΝΙΣΜΟΥ: [820, 693, 991, 704]
cinema-line: ΑΜΙΡ — Τηλ. 27693: [64, 137, 147, 146]
radio-athens-day: ΤΕΤΑΡΤΗ 19 Δεκεμβρίου: [64, 367, 157, 376]
stock-price: 86: [2561, 620, 2570, 629]
cinema-line: JESSICA: [202, 183, 232, 193]
stock-name: Νέον: [1497, 620, 1514, 629]
stock-name: Ιταλική Εταιρία: [1598, 620, 1628, 638]
bank-line: Όλαι αι τραπεζιτικαί εργασίαι καθώς και εργασίαι τραπεζιτικής μεταφοράς διά την Ελλάδα με τους καλυτέρους όρους.: [778, 729, 1033, 749]
radio-line: 14.10 Ποικίλα: [64, 294, 118, 303]
cyprus-kicker: ΚΥΠΡΙΑΚΗ ΣΥΣΚΕΨΙΣ: [484, 118, 585, 128]
stock-column-left: [763, 621, 1683, 647]
